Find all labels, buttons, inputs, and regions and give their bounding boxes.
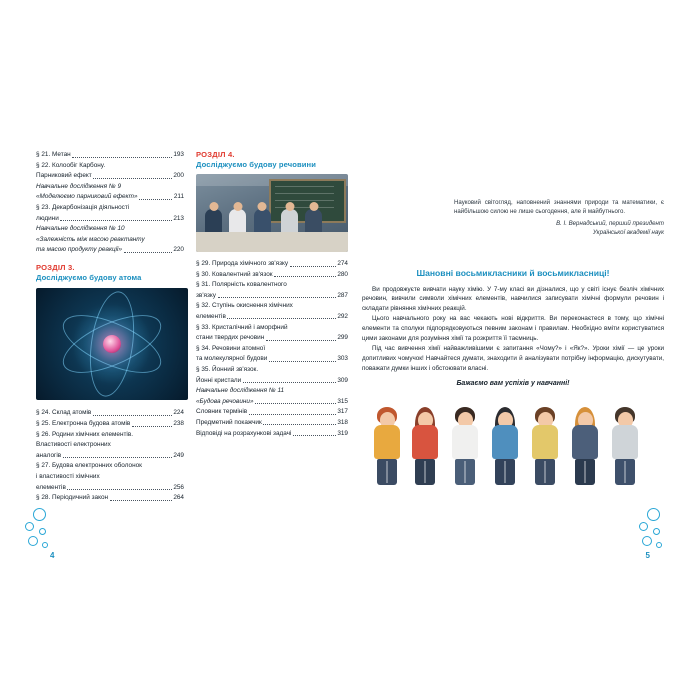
toc-leader-dots (266, 339, 336, 341)
toc-entry-label: § 30. Ковалентний зв'язок (196, 270, 273, 278)
toc-entry-label: Навчальне дослідження № 11 (196, 387, 285, 395)
toc-entry-label: Парниковий ефект (36, 172, 92, 180)
toc-entry[interactable] (196, 397, 348, 406)
torso (492, 425, 518, 459)
toc-entry-label: Йонні кристали (196, 376, 242, 384)
toc-entry-label: людини (36, 214, 59, 222)
toc-entry-label: § 26. Родини хімічних елементів. (36, 430, 134, 438)
toc-entry[interactable] (196, 291, 348, 300)
toc-entry-label: § 29. Природа хімічного зв'язку (196, 260, 289, 267)
classroom-photo (196, 174, 348, 252)
toc-columns (36, 150, 348, 504)
torso (412, 425, 438, 459)
toc-leader-dots (263, 423, 336, 425)
toc-entry[interactable] (196, 376, 348, 385)
toc-leader-dots (269, 360, 336, 362)
toc-entry-page: 315 (337, 397, 348, 405)
toc-entry[interactable] (36, 171, 184, 180)
toc-entry-label: Словник термінів (196, 408, 248, 416)
atom-nucleus (103, 335, 121, 353)
toc-entry-label: Властивості електронних (36, 441, 111, 449)
toc-entry[interactable] (36, 214, 184, 223)
toc-leader-dots (93, 414, 172, 416)
bubble-icon (647, 508, 660, 521)
toc-entry-label: § 28. Періодичний закон (36, 494, 109, 502)
teens-illustration (362, 393, 664, 485)
toc-entry-label: і властивості хімічних (36, 473, 100, 480)
toc-entry-page: 238 (173, 420, 184, 428)
toc-entry-label: § 21. Метан (36, 151, 71, 158)
toc-leader-dots (274, 275, 336, 277)
legs (377, 459, 397, 485)
epigraph-block (362, 198, 664, 238)
bubble-icon (653, 528, 660, 535)
toc-entry[interactable] (196, 418, 348, 427)
toc-entry[interactable] (36, 150, 184, 159)
toc-entry[interactable] (36, 408, 184, 417)
atom-illustration (36, 288, 188, 400)
section-heading-chapter3 (36, 263, 184, 282)
toc-entry[interactable] (36, 483, 184, 492)
toc-entry-label: Навчальне дослідження № 10 (36, 225, 125, 233)
toc-leader-dots (60, 219, 172, 221)
teen-figure (490, 412, 520, 485)
toc-entry[interactable] (196, 429, 348, 438)
toc-entry-label: § 31. Полярність ковалентного (196, 281, 287, 289)
toc-entry-label: § 23. Декарбонізація діяльності (36, 203, 130, 211)
toc-entry-label: § 27. Будова електронних оболонок (36, 462, 142, 470)
toc-leader-dots (124, 251, 172, 253)
toc-entry-page: 220 (173, 246, 184, 254)
epigraph-signature-line2: Української академії наук (592, 229, 664, 237)
toc-entry-label: елементів (36, 483, 66, 491)
legs (455, 459, 475, 485)
teen-figure (530, 412, 560, 485)
toc-entry-label: Відповіді на розрахункові задачі (196, 429, 292, 437)
bubble-icon (25, 522, 34, 531)
section-number: РОЗДІЛ 3. (36, 263, 75, 273)
toc-column-2 (196, 150, 348, 504)
toc-entry-label: § 24. Склад атомів (36, 409, 92, 417)
toc-column-1 (36, 150, 184, 504)
teen-figure (410, 412, 440, 485)
right-page (350, 140, 682, 570)
bubble-icon (642, 536, 652, 546)
decorative-bubbles (23, 508, 63, 554)
toc-leader-dots (227, 317, 335, 319)
intro-paragraph: Цього навчального року на вас чекають нові відкриття. Ви переконаєтеся в тому, що хімічні елементи та сполуки підпорядковуються певним законам і правилам. Необхідно вміти користуватися цими законами для розуміння хімії та розкриття її таємниць. (362, 315, 664, 342)
toc-entry-page: 274 (337, 260, 348, 267)
legs (495, 459, 515, 485)
section-number: РОЗДІЛ 4. (196, 150, 235, 159)
toc-entry-label: та масою продукту реакції» (36, 246, 123, 254)
bubble-icon (639, 522, 648, 531)
toc-entry-page: 256 (173, 483, 184, 491)
intro-paragraph: Ви продовжуєте вивчати науку хімію. У 7-му класі ви дізналися, що у світі існує безліч хімічних речовин, вивчили символи хімічних елементів, навчилися записувати хімічні формули речовин і складати рівняння хімічних реакцій. (362, 285, 664, 312)
toc-entry[interactable] (36, 493, 184, 502)
toc-entry-page: 264 (173, 494, 184, 502)
toc-leader-dots (218, 296, 336, 298)
torso (572, 425, 598, 459)
legs (535, 459, 555, 485)
bubble-icon (39, 528, 46, 535)
toc-entry-label: «Залежність між масою реактанту (36, 235, 145, 243)
intro-paragraph: Під час вивчення хімії найважливішими є запитання «Чому?» і «Як?». Уроки хімії — це уроки допитливих чомучок! Навчайтеся думати, знаходити й аналізувати потрібну інформацію, дискутувати, поважати думки інших і обстоювати власні. (362, 345, 664, 372)
toc-leader-dots (63, 456, 172, 458)
toc-entry[interactable] (196, 312, 348, 321)
intro-body-text (362, 285, 664, 374)
torso (612, 425, 638, 459)
toc-entry-page: 249 (173, 451, 184, 459)
toc-entry-page: 303 (337, 355, 348, 363)
toc-entry-page: 211 (173, 193, 184, 201)
toc-entry[interactable] (36, 245, 184, 254)
toc-entry[interactable] (36, 192, 184, 201)
toc-entry[interactable] (196, 259, 348, 268)
toc-entry-page: 213 (173, 214, 184, 222)
toc-entry-label: § 32. Ступінь окиснення хімічних (196, 302, 293, 310)
page-number-left: 4 (50, 551, 55, 560)
toc-entry[interactable] (36, 451, 184, 460)
toc-entry[interactable] (196, 333, 348, 342)
toc-entry-label: та молекулярної будови (196, 355, 268, 363)
teen-figure (372, 412, 402, 485)
toc-entry-label: стани твердих речовин (196, 334, 265, 342)
decorative-bubbles (637, 508, 677, 554)
toc-entry-label: «Будова речовини» (196, 397, 254, 405)
photo-desk (196, 232, 348, 252)
toc-entry-label: § 22. Колообіг Карбону. (36, 161, 106, 169)
bubble-icon (28, 536, 38, 546)
toc-entry-page: 224 (173, 409, 184, 417)
bubble-icon (42, 542, 48, 548)
legs (615, 459, 635, 485)
teen-figure (610, 412, 640, 485)
toc-leader-dots (255, 402, 336, 404)
toc-entry-page: 309 (337, 376, 348, 384)
torso (532, 425, 558, 459)
section-title: Досліджуємо будову атома (36, 273, 142, 283)
toc-entry-label: § 25. Електронна будова атомів (36, 420, 131, 428)
toc-entry-label: «Моделюємо парниковий ефект» (36, 193, 138, 201)
toc-leader-dots (293, 434, 336, 436)
toc-entry[interactable] (36, 419, 184, 428)
torso (374, 425, 400, 459)
toc-entry[interactable] (196, 270, 348, 279)
toc-entry-page: 299 (337, 334, 348, 342)
toc-leader-dots (249, 413, 336, 415)
toc-entry-label: § 35. Йонний зв'язок. (196, 365, 259, 373)
toc-entry-label: § 33. Кристалічний і аморфний (196, 323, 288, 331)
toc-entry-label: аналогів (36, 451, 62, 459)
toc-entry-page: 287 (337, 291, 348, 299)
toc-entry-label: § 34. Речовини атомної (196, 344, 266, 352)
toc-entry-page: 280 (337, 270, 348, 278)
toc-entry-label: зв'язку (196, 291, 216, 299)
epigraph-signature-line1: В. І. Вернадський, перший президент (556, 220, 664, 228)
toc-entry-label: Предметний покажчик (196, 418, 262, 426)
toc-leader-dots (139, 198, 172, 200)
toc-entry-page: 317 (337, 408, 348, 416)
legs (415, 459, 435, 485)
toc-entry[interactable] (196, 354, 348, 363)
toc-entry-page: 292 (337, 312, 348, 320)
teen-figure (570, 412, 600, 485)
toc-entry-page: 193 (173, 151, 184, 158)
toc-leader-dots (67, 488, 171, 490)
toc-entry-label: Навчальне дослідження № 9 (36, 182, 122, 190)
bubble-icon (33, 508, 46, 521)
torso (452, 425, 478, 459)
toc-leader-dots (132, 425, 172, 427)
closing-wish: Бажаємо вам успіхів у навчанні! (456, 380, 570, 388)
greeting-heading: Шановні восьмикласники й восьмикласниці! (416, 267, 610, 278)
toc-entry-page: 319 (337, 429, 348, 437)
bubble-icon (656, 542, 662, 548)
toc-entry[interactable] (196, 407, 348, 416)
page-number-right: 5 (645, 551, 650, 560)
left-page (18, 140, 350, 570)
legs (575, 459, 595, 485)
toc-entry-page: 318 (337, 418, 348, 426)
toc-leader-dots (110, 499, 172, 501)
toc-leader-dots (93, 177, 172, 179)
toc-entry-page: 200 (173, 172, 184, 180)
section-title: Досліджуємо будову речовини (196, 160, 316, 169)
book-spread (18, 140, 682, 570)
teen-figure (450, 412, 480, 485)
toc-entry-label: елементів (196, 312, 226, 320)
epigraph-text: Науковий світогляд, наповнений знаннями природи та математики, є найбільшою силою не лише сьогодення, але й майбутнього. (454, 199, 664, 216)
toc-leader-dots (243, 381, 336, 383)
toc-leader-dots (290, 265, 336, 267)
section-heading-chapter4 (196, 150, 348, 169)
toc-leader-dots (72, 156, 172, 158)
